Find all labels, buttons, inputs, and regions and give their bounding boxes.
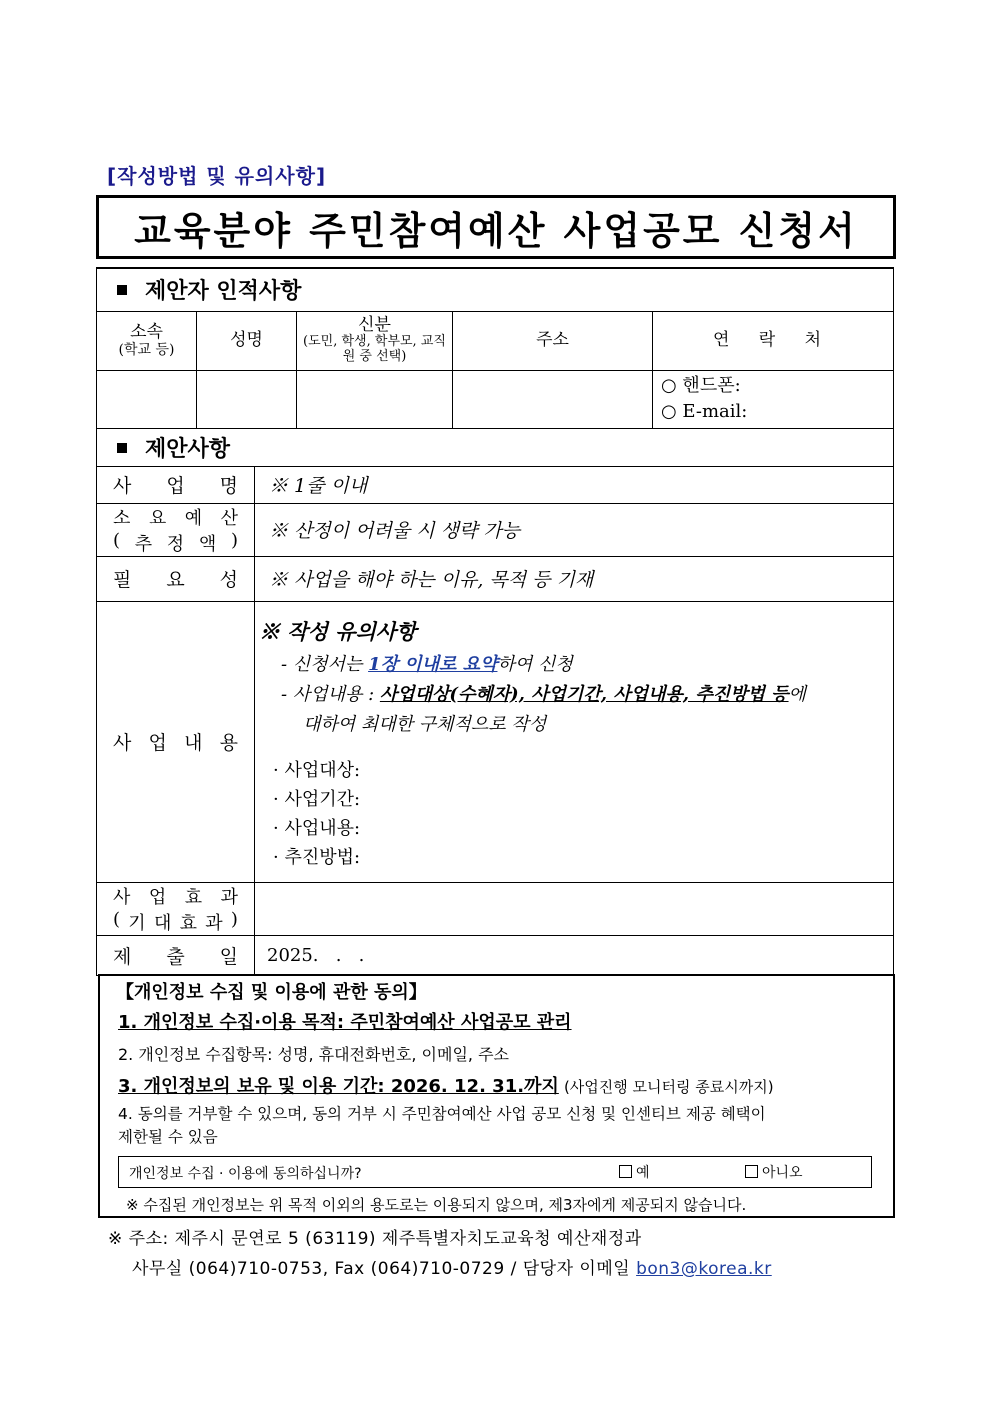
note-1: - 신청서는 1장 이내로 요약하여 신청 (281, 653, 573, 675)
page-title: 교육분야 주민참여예산 사업공모 신청서 (134, 208, 858, 253)
input-content[interactable] (255, 601, 894, 882)
agreement-box (118, 1156, 872, 1188)
checkbox-icon[interactable] (745, 1165, 758, 1178)
footer-address: ※ 주소: 제주시 문연로 5 (63119) 제주특별자치도교육청 예산재정과 (108, 1229, 642, 1249)
label-project-name: 사 업 명 (97, 466, 255, 503)
consent-item-3: 3. 개인정보의 보유 및 이용 기간: 2026. 12. 31.까지 (사업진행 모니터링 종료시까지) (118, 1076, 774, 1097)
section-applicant-heading: 제안자 인적사항 (97, 268, 894, 311)
footer-email-link[interactable]: bon3@korea.kr (636, 1259, 772, 1279)
footer-contact: 사무실 (064)710-0753, Fax (064)710-0729 / 담당자 이메일 bon3@korea.kr (132, 1259, 772, 1279)
input-submission-date[interactable]: 2025. . . (255, 935, 894, 975)
bullet-detail: · 사업내용: (273, 817, 361, 839)
header-contact: 연 락 처 (653, 311, 894, 370)
bullet-period: · 사업기간: (273, 788, 361, 810)
caution-heading: ※ 작성 유의사항 (259, 618, 417, 644)
consent-item-2: 2. 개인정보 수집항목: 성명, 휴대전화번호, 이메일, 주소 (118, 1045, 510, 1064)
contact-phone: ○ 핸드폰: (661, 375, 741, 396)
input-budget[interactable]: ※ 산정이 어려울 시 생략 가능 (255, 503, 894, 556)
contact-email: ○ E-mail: (661, 401, 748, 422)
header-name: 성명 (197, 311, 297, 370)
bullet-method: · 추진방법: (273, 846, 361, 868)
note-2-cont: 대하여 최대한 구체적으로 작성 (303, 713, 547, 735)
square-bullet-icon (117, 285, 127, 295)
bullet-target: · 사업대상: (273, 759, 361, 781)
label-effect: 사 업 효 과 ( 기 대 효 과 ) (97, 882, 255, 935)
input-name[interactable] (197, 370, 297, 428)
input-project-name[interactable]: ※ 1줄 이내 (255, 466, 894, 503)
label-necessity: 필 요 성 (97, 556, 255, 601)
title-box (96, 195, 896, 259)
consent-item-1: 1. 개인정보 수집·이용 목적: 주민참여예산 사업공모 관리 (118, 1012, 572, 1033)
consent-title: 【개인정보 수집 및 이용에 관한 동의】 (116, 982, 427, 1003)
checkbox-icon[interactable] (619, 1165, 632, 1178)
header-address: 주소 (453, 311, 653, 370)
agree-no-option[interactable]: 아니오 (745, 1162, 803, 1182)
input-necessity[interactable]: ※ 사업을 해야 하는 이유, 목적 등 기재 (255, 556, 894, 601)
content-bullets (259, 756, 893, 872)
consent-item-4-cont: 제한될 수 있음 (118, 1128, 218, 1146)
consent-box (98, 974, 895, 1218)
agree-yes-option[interactable]: 예 (619, 1162, 650, 1182)
consent-item-4: 4. 동의를 거부할 수 있으며, 동의 거부 시 주민참여예산 사업 공모 신청 및 인센티브 제공 혜택이 (118, 1105, 766, 1123)
agree-question: 개인정보 수집 · 이용에 동의하십니까? (129, 1166, 362, 1182)
header-status: 신분 (도민, 학생, 학부모, 교직원 중 선택) (297, 311, 453, 370)
label-submission: 제 출 일 (97, 935, 255, 975)
square-bullet-icon (117, 443, 127, 453)
section-proposal-heading: 제안사항 (97, 428, 894, 466)
guide-label: [작성방법 및 유의사항] (107, 164, 327, 188)
note-2: - 사업내용 : 사업대상(수혜자), 사업기간, 사업내용, 추진방법 등에 (281, 683, 806, 705)
input-status[interactable] (297, 370, 453, 428)
application-form-table (96, 267, 894, 976)
header-affiliation: 소속 (학교 등) (97, 311, 197, 370)
label-budget: 소 요 예 산 ( 추 정 액 ) (97, 503, 255, 556)
input-effect[interactable] (255, 882, 894, 935)
consent-footnote: ※ 수집된 개인정보는 위 목적 이외의 용도로는 이용되지 않으며, 제3자에게 제공되지 않습니다. (126, 1196, 747, 1214)
input-contact[interactable] (653, 370, 894, 428)
input-affiliation[interactable] (97, 370, 197, 428)
label-content: 사 업 내 용 (97, 601, 255, 882)
input-address[interactable] (453, 370, 653, 428)
